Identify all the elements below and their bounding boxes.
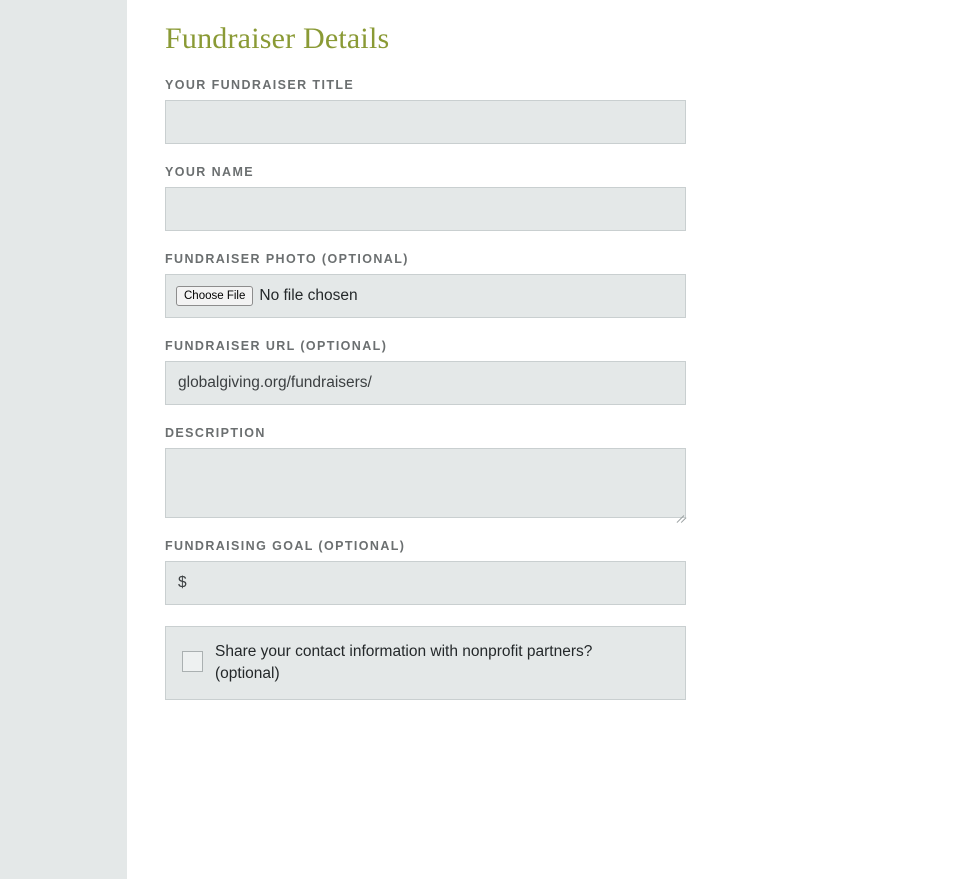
file-status-text: No file chosen <box>259 287 358 304</box>
left-sidebar-rail <box>0 0 127 879</box>
consent-panel[interactable] <box>165 626 686 700</box>
field-description <box>165 426 686 518</box>
field-your-name <box>165 165 686 231</box>
label-fundraiser-photo: FUNDRAISER PHOTO (OPTIONAL) <box>165 252 409 266</box>
input-your-name[interactable] <box>165 187 686 231</box>
label-fundraising-goal: FUNDRAISING GOAL (OPTIONAL) <box>165 539 406 553</box>
input-fundraising-goal[interactable] <box>165 561 686 605</box>
label-fundraiser-title: YOUR FUNDRAISER TITLE <box>165 78 355 92</box>
field-fundraiser-url <box>165 339 686 405</box>
file-upload-control[interactable] <box>165 274 686 318</box>
fundraiser-form <box>127 0 960 879</box>
field-fundraiser-title <box>165 78 686 144</box>
label-description: DESCRIPTION <box>165 426 266 440</box>
consent-checkbox[interactable] <box>182 651 203 672</box>
label-your-name: YOUR NAME <box>165 165 254 179</box>
input-description[interactable] <box>165 448 686 518</box>
consent-label: Share your contact information with nonprofit partners? (optional) <box>215 643 593 682</box>
field-fundraiser-photo <box>165 252 686 318</box>
input-fundraiser-title[interactable] <box>165 100 686 144</box>
label-fundraiser-url: FUNDRAISER URL (OPTIONAL) <box>165 339 388 353</box>
choose-file-button[interactable]: Choose File <box>176 286 253 306</box>
description-textarea-wrap <box>165 448 686 518</box>
page-title: Fundraiser Details <box>165 22 390 55</box>
input-fundraiser-url[interactable] <box>165 361 686 405</box>
field-fundraising-goal <box>165 539 686 605</box>
